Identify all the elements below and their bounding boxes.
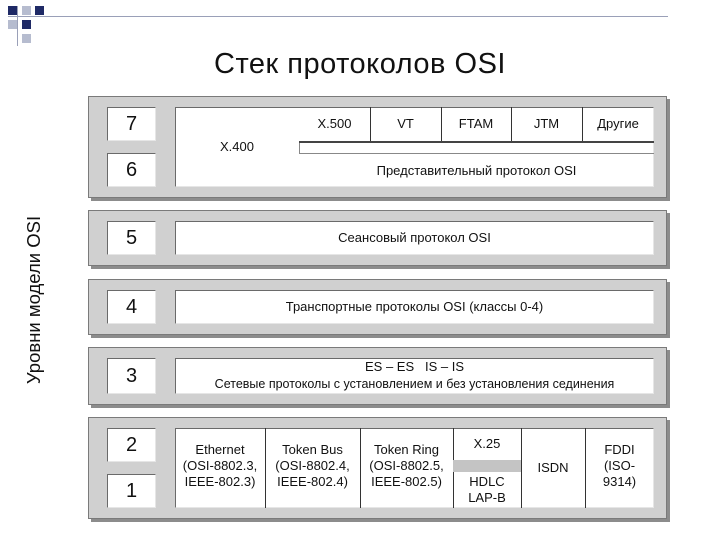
token-bus-ieee: IEEE-802.4) (277, 474, 348, 489)
ethernet-name: Ethernet (195, 442, 245, 457)
ethernet-ieee: IEEE-802.3) (184, 474, 256, 489)
presentation-protocol-label: Представительный протокол OSI (376, 162, 577, 178)
token-bus-name: Token Bus (282, 442, 343, 457)
layer-7-box: 7 (107, 107, 156, 141)
x400-label: X.400 (220, 139, 254, 154)
deco-line (17, 6, 18, 46)
fddi-cell (585, 442, 654, 490)
page-title: Стек протоколов OSI (214, 48, 506, 80)
deco-square (22, 6, 31, 15)
layer-5-box: 5 (107, 221, 156, 255)
jtm-label: JTM (533, 116, 560, 131)
x25-label: X.25 (473, 436, 501, 451)
network-es-is-label: ES – ES IS – IS (365, 359, 464, 374)
token-ring-osi: (OSI-8802.5, (369, 458, 444, 473)
deco-square (22, 34, 31, 43)
deco-line (8, 16, 668, 17)
fddi-name: FDDI (604, 442, 635, 457)
other-label: Другие (597, 116, 639, 131)
ethernet-cell (175, 442, 265, 490)
layer-1-box: 1 (107, 474, 156, 508)
divider (299, 143, 300, 153)
deco-square (22, 20, 31, 29)
layer-4-box: 4 (107, 290, 156, 324)
lapb-name: LAP-B (468, 490, 506, 505)
x500-label: X.500 (317, 116, 352, 131)
divider (299, 141, 654, 143)
token-ring-name: Token Ring (373, 442, 440, 457)
layer-6-box: 6 (107, 153, 156, 187)
fddi-number: 9314) (602, 474, 637, 489)
hdlc-cell (453, 474, 521, 506)
token-ring-cell (360, 442, 453, 490)
token-bus-osi: (OSI-8802.4, (275, 458, 350, 473)
deco-square (8, 6, 17, 15)
isdn-label: ISDN (537, 460, 569, 475)
side-axis-label: Уровни модели OSI (23, 215, 44, 385)
session-protocol-label: Сеансовый протокол OSI (175, 221, 654, 255)
layer-2-box: 2 (107, 428, 156, 462)
fddi-iso: (ISO- (603, 458, 636, 473)
vt-label: VT (397, 116, 414, 131)
deco-square (35, 6, 44, 15)
transport-protocols-label: Транспортные протоколы OSI (классы 0-4) (175, 290, 654, 324)
x25-separator (453, 460, 521, 472)
ftam-label: FTAM (458, 116, 494, 131)
token-ring-ieee: IEEE-802.5) (371, 474, 442, 489)
layer-3-box: 3 (107, 358, 156, 394)
hdlc-name: HDLC (469, 474, 505, 489)
network-protocols-label: Сетевые протоколы с установлением и без установления сединения (214, 377, 615, 391)
deco-square (8, 20, 17, 29)
token-bus-cell (265, 442, 360, 490)
ethernet-osi: (OSI-8802.3, (182, 458, 258, 473)
